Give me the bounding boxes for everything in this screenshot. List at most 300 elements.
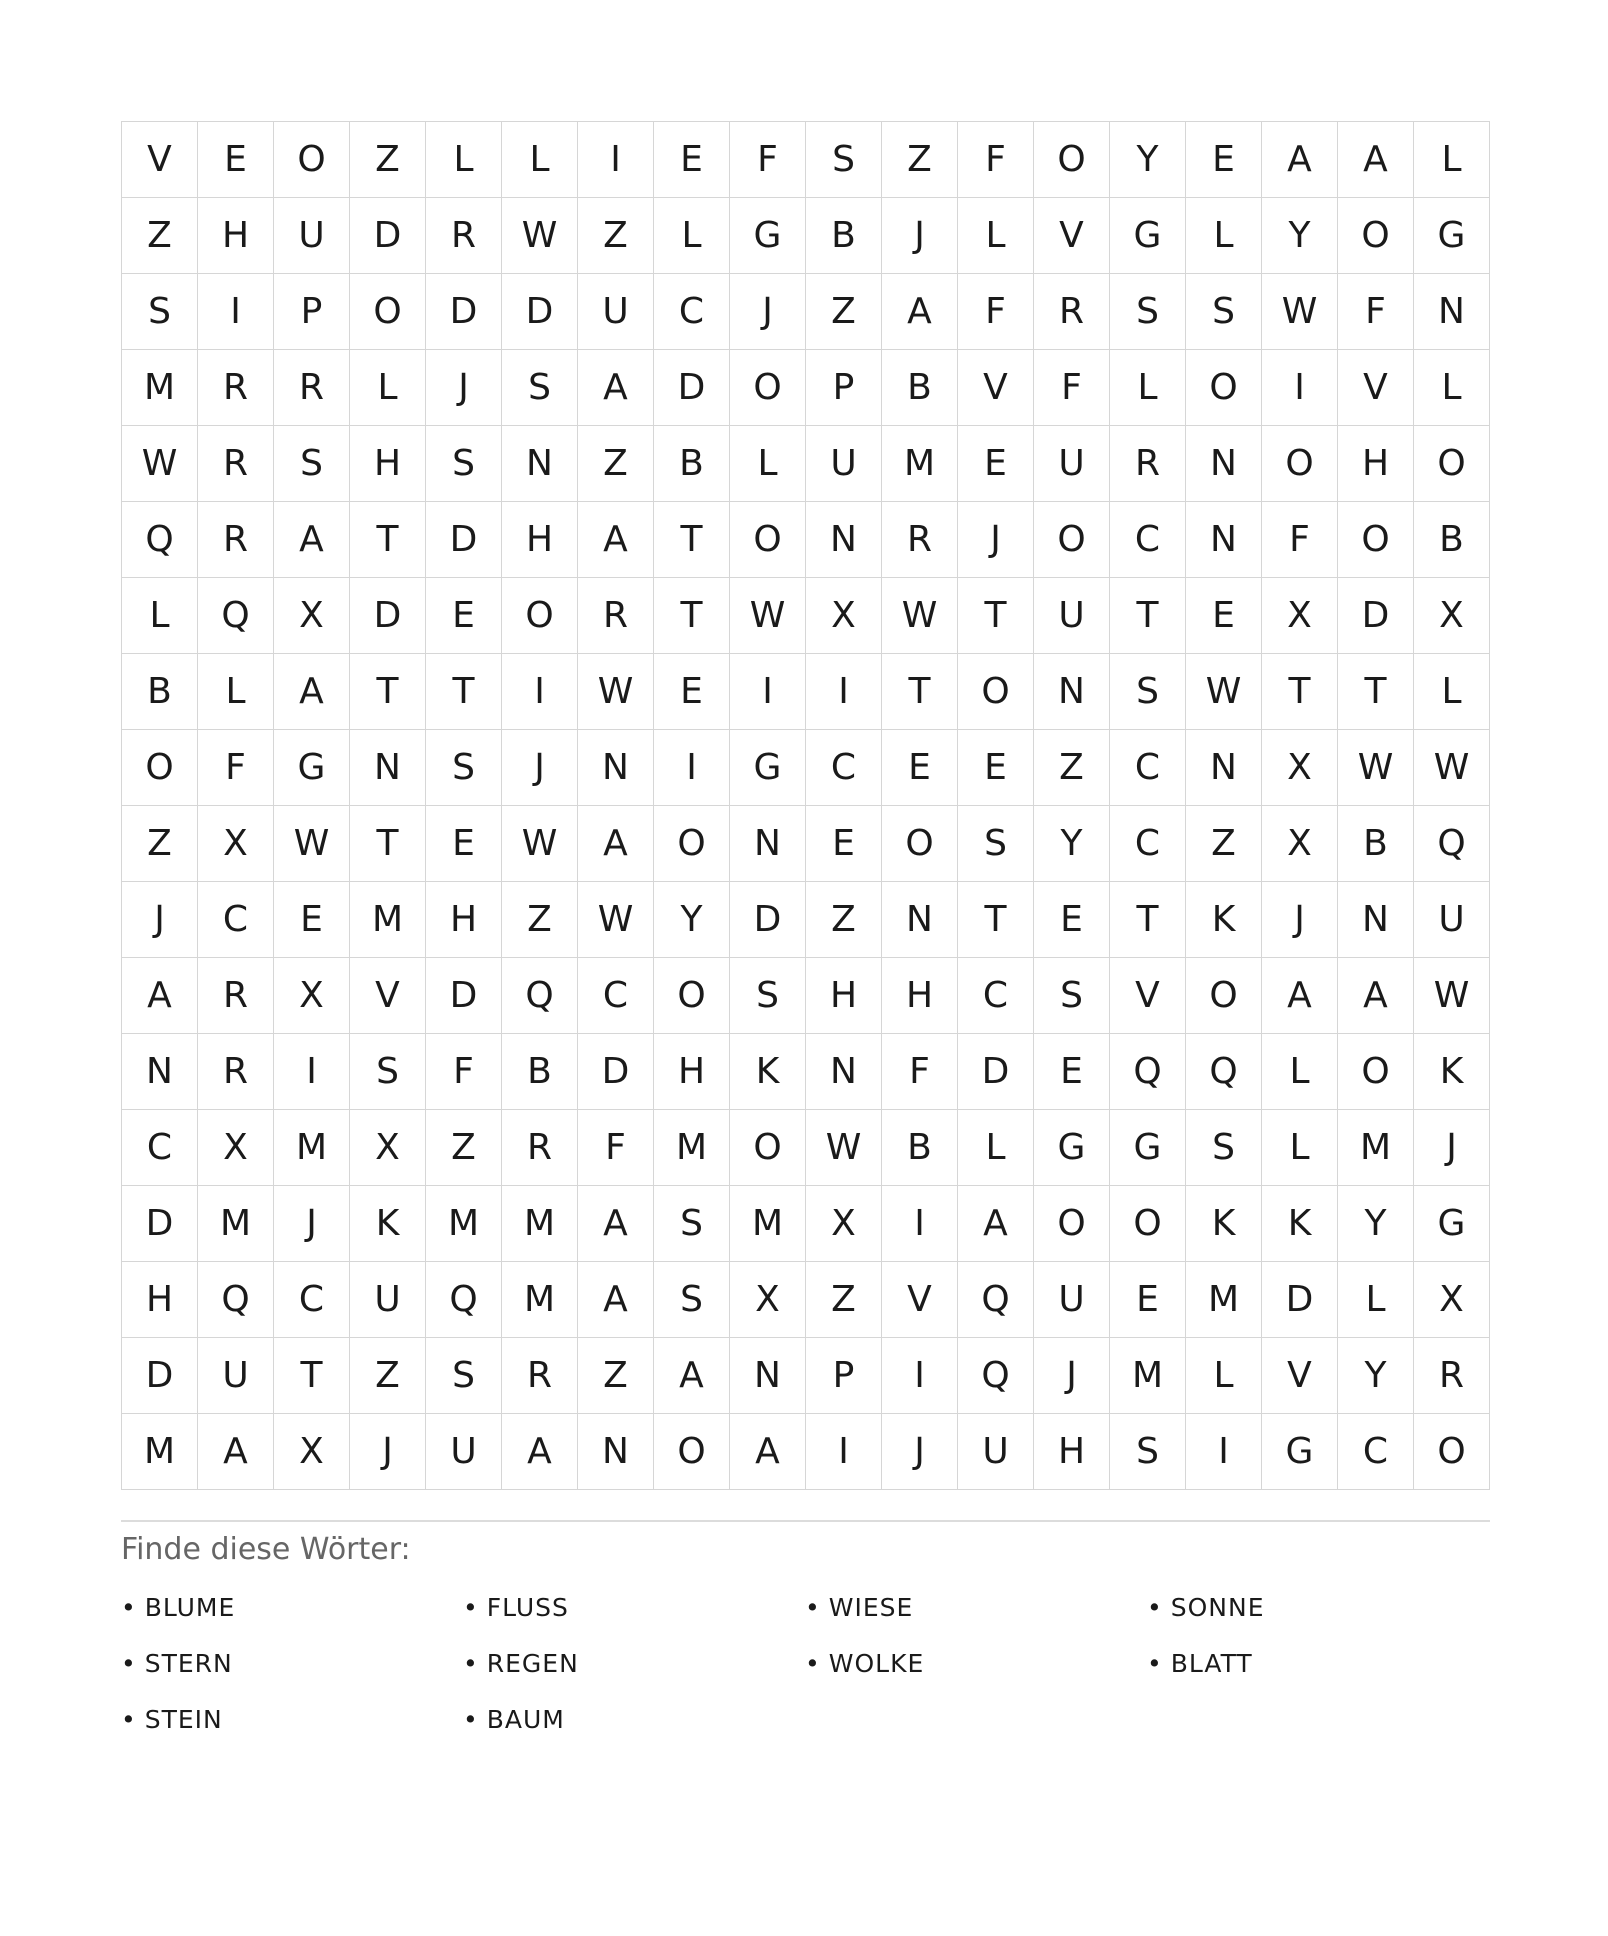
grid-cell[interactable]: X: [274, 958, 350, 1034]
grid-cell[interactable]: X: [730, 1262, 806, 1338]
grid-cell[interactable]: B: [806, 198, 882, 274]
grid-cell[interactable]: L: [1262, 1034, 1338, 1110]
grid-cell[interactable]: E: [654, 654, 730, 730]
grid-cell[interactable]: O: [1034, 502, 1110, 578]
grid-cell[interactable]: H: [350, 426, 426, 502]
grid-cell[interactable]: Z: [122, 806, 198, 882]
grid-cell[interactable]: G: [1110, 198, 1186, 274]
grid-cell[interactable]: O: [730, 1110, 806, 1186]
grid-cell[interactable]: E: [426, 578, 502, 654]
grid-cell[interactable]: H: [1338, 426, 1414, 502]
grid-cell[interactable]: Q: [198, 1262, 274, 1338]
grid-cell[interactable]: A: [122, 958, 198, 1034]
grid-cell[interactable]: N: [578, 730, 654, 806]
grid-cell[interactable]: A: [274, 502, 350, 578]
grid-cell[interactable]: T: [274, 1338, 350, 1414]
grid-cell[interactable]: N: [1186, 730, 1262, 806]
grid-cell[interactable]: W: [502, 198, 578, 274]
grid-cell[interactable]: Z: [350, 1338, 426, 1414]
grid-cell[interactable]: J: [1034, 1338, 1110, 1414]
grid-cell[interactable]: R: [198, 502, 274, 578]
grid-cell[interactable]: D: [426, 958, 502, 1034]
grid-cell[interactable]: S: [1110, 1414, 1186, 1490]
grid-cell[interactable]: O: [1034, 1186, 1110, 1262]
grid-cell[interactable]: E: [1110, 1262, 1186, 1338]
grid-cell[interactable]: N: [1186, 426, 1262, 502]
grid-cell[interactable]: U: [198, 1338, 274, 1414]
grid-cell[interactable]: C: [1110, 730, 1186, 806]
grid-cell[interactable]: Q: [502, 958, 578, 1034]
grid-cell[interactable]: S: [654, 1262, 730, 1338]
grid-cell[interactable]: I: [730, 654, 806, 730]
grid-cell[interactable]: V: [882, 1262, 958, 1338]
grid-cell[interactable]: F: [198, 730, 274, 806]
grid-cell[interactable]: C: [1338, 1414, 1414, 1490]
grid-cell[interactable]: U: [1034, 578, 1110, 654]
grid-cell[interactable]: S: [1110, 654, 1186, 730]
grid-cell[interactable]: U: [1034, 1262, 1110, 1338]
grid-cell[interactable]: D: [578, 1034, 654, 1110]
grid-cell[interactable]: Z: [578, 1338, 654, 1414]
grid-cell[interactable]: B: [502, 1034, 578, 1110]
grid-cell[interactable]: B: [654, 426, 730, 502]
grid-cell[interactable]: F: [730, 122, 806, 198]
grid-cell[interactable]: N: [730, 806, 806, 882]
grid-cell[interactable]: B: [882, 350, 958, 426]
grid-cell[interactable]: C: [274, 1262, 350, 1338]
grid-cell[interactable]: M: [1338, 1110, 1414, 1186]
grid-cell[interactable]: U: [578, 274, 654, 350]
grid-cell[interactable]: T: [1110, 578, 1186, 654]
grid-cell[interactable]: X: [274, 578, 350, 654]
grid-cell[interactable]: Y: [1262, 198, 1338, 274]
grid-cell[interactable]: C: [578, 958, 654, 1034]
grid-cell[interactable]: D: [730, 882, 806, 958]
grid-cell[interactable]: O: [654, 958, 730, 1034]
grid-cell[interactable]: A: [1338, 122, 1414, 198]
grid-cell[interactable]: Y: [1338, 1338, 1414, 1414]
grid-cell[interactable]: S: [1110, 274, 1186, 350]
grid-cell[interactable]: F: [1034, 350, 1110, 426]
grid-cell[interactable]: Q: [958, 1262, 1034, 1338]
grid-cell[interactable]: R: [1110, 426, 1186, 502]
grid-cell[interactable]: U: [350, 1262, 426, 1338]
grid-cell[interactable]: R: [502, 1338, 578, 1414]
grid-cell[interactable]: J: [882, 198, 958, 274]
grid-cell[interactable]: S: [806, 122, 882, 198]
grid-cell[interactable]: D: [1262, 1262, 1338, 1338]
grid-cell[interactable]: T: [882, 654, 958, 730]
grid-cell[interactable]: O: [1414, 426, 1490, 502]
grid-cell[interactable]: C: [122, 1110, 198, 1186]
grid-cell[interactable]: T: [1338, 654, 1414, 730]
grid-cell[interactable]: R: [198, 958, 274, 1034]
grid-cell[interactable]: O: [350, 274, 426, 350]
grid-cell[interactable]: U: [274, 198, 350, 274]
grid-cell[interactable]: H: [654, 1034, 730, 1110]
grid-cell[interactable]: I: [806, 1414, 882, 1490]
grid-cell[interactable]: Z: [502, 882, 578, 958]
grid-cell[interactable]: Z: [1034, 730, 1110, 806]
grid-cell[interactable]: V: [1034, 198, 1110, 274]
grid-cell[interactable]: D: [654, 350, 730, 426]
grid-cell[interactable]: T: [350, 502, 426, 578]
grid-cell[interactable]: R: [426, 198, 502, 274]
grid-cell[interactable]: M: [1110, 1338, 1186, 1414]
grid-cell[interactable]: O: [654, 1414, 730, 1490]
grid-cell[interactable]: N: [1034, 654, 1110, 730]
grid-cell[interactable]: L: [1262, 1110, 1338, 1186]
grid-cell[interactable]: Q: [198, 578, 274, 654]
grid-cell[interactable]: C: [1110, 806, 1186, 882]
grid-cell[interactable]: O: [1338, 502, 1414, 578]
grid-cell[interactable]: A: [654, 1338, 730, 1414]
grid-cell[interactable]: T: [958, 882, 1034, 958]
grid-cell[interactable]: W: [1186, 654, 1262, 730]
grid-cell[interactable]: O: [1414, 1414, 1490, 1490]
grid-cell[interactable]: H: [806, 958, 882, 1034]
grid-cell[interactable]: O: [654, 806, 730, 882]
grid-cell[interactable]: E: [198, 122, 274, 198]
grid-cell[interactable]: U: [1034, 426, 1110, 502]
grid-cell[interactable]: S: [1034, 958, 1110, 1034]
grid-cell[interactable]: A: [730, 1414, 806, 1490]
grid-cell[interactable]: L: [122, 578, 198, 654]
grid-cell[interactable]: B: [882, 1110, 958, 1186]
grid-cell[interactable]: R: [502, 1110, 578, 1186]
grid-cell[interactable]: I: [198, 274, 274, 350]
grid-cell[interactable]: L: [730, 426, 806, 502]
grid-cell[interactable]: W: [1414, 730, 1490, 806]
grid-cell[interactable]: X: [1262, 730, 1338, 806]
grid-cell[interactable]: T: [426, 654, 502, 730]
grid-cell[interactable]: D: [350, 578, 426, 654]
grid-cell[interactable]: F: [958, 274, 1034, 350]
grid-cell[interactable]: M: [730, 1186, 806, 1262]
grid-cell[interactable]: I: [882, 1186, 958, 1262]
grid-cell[interactable]: E: [958, 426, 1034, 502]
grid-cell[interactable]: Z: [122, 198, 198, 274]
grid-cell[interactable]: O: [1338, 1034, 1414, 1110]
grid-cell[interactable]: T: [654, 578, 730, 654]
grid-cell[interactable]: E: [274, 882, 350, 958]
grid-cell[interactable]: Y: [654, 882, 730, 958]
grid-cell[interactable]: G: [1414, 1186, 1490, 1262]
grid-cell[interactable]: N: [806, 1034, 882, 1110]
grid-cell[interactable]: C: [198, 882, 274, 958]
grid-cell[interactable]: J: [958, 502, 1034, 578]
grid-cell[interactable]: N: [730, 1338, 806, 1414]
grid-cell[interactable]: A: [1262, 122, 1338, 198]
grid-cell[interactable]: L: [350, 350, 426, 426]
grid-cell[interactable]: Z: [426, 1110, 502, 1186]
grid-cell[interactable]: J: [882, 1414, 958, 1490]
grid-cell[interactable]: A: [578, 502, 654, 578]
grid-cell[interactable]: I: [274, 1034, 350, 1110]
grid-cell[interactable]: S: [122, 274, 198, 350]
grid-cell[interactable]: P: [274, 274, 350, 350]
grid-cell[interactable]: J: [274, 1186, 350, 1262]
grid-cell[interactable]: K: [1262, 1186, 1338, 1262]
grid-cell[interactable]: N: [1338, 882, 1414, 958]
grid-cell[interactable]: H: [1034, 1414, 1110, 1490]
grid-cell[interactable]: I: [578, 122, 654, 198]
grid-cell[interactable]: S: [730, 958, 806, 1034]
grid-cell[interactable]: F: [578, 1110, 654, 1186]
grid-cell[interactable]: E: [1186, 578, 1262, 654]
grid-cell[interactable]: E: [958, 730, 1034, 806]
grid-cell[interactable]: F: [882, 1034, 958, 1110]
grid-cell[interactable]: Q: [122, 502, 198, 578]
grid-cell[interactable]: Q: [1186, 1034, 1262, 1110]
grid-cell[interactable]: O: [730, 502, 806, 578]
grid-cell[interactable]: Q: [426, 1262, 502, 1338]
grid-cell[interactable]: O: [958, 654, 1034, 730]
grid-cell[interactable]: X: [1414, 1262, 1490, 1338]
grid-cell[interactable]: F: [1262, 502, 1338, 578]
grid-cell[interactable]: J: [502, 730, 578, 806]
grid-cell[interactable]: M: [502, 1186, 578, 1262]
grid-cell[interactable]: W: [882, 578, 958, 654]
grid-cell[interactable]: V: [350, 958, 426, 1034]
grid-cell[interactable]: O: [1034, 122, 1110, 198]
grid-cell[interactable]: U: [1414, 882, 1490, 958]
grid-cell[interactable]: G: [730, 198, 806, 274]
grid-cell[interactable]: X: [1414, 578, 1490, 654]
grid-cell[interactable]: X: [274, 1414, 350, 1490]
grid-cell[interactable]: P: [806, 1338, 882, 1414]
grid-cell[interactable]: N: [502, 426, 578, 502]
grid-cell[interactable]: O: [1110, 1186, 1186, 1262]
grid-cell[interactable]: A: [882, 274, 958, 350]
grid-cell[interactable]: Q: [1110, 1034, 1186, 1110]
grid-cell[interactable]: I: [1262, 350, 1338, 426]
grid-cell[interactable]: R: [198, 1034, 274, 1110]
grid-cell[interactable]: J: [350, 1414, 426, 1490]
grid-cell[interactable]: L: [426, 122, 502, 198]
grid-cell[interactable]: Z: [806, 882, 882, 958]
grid-cell[interactable]: M: [502, 1262, 578, 1338]
grid-cell[interactable]: Z: [806, 274, 882, 350]
grid-cell[interactable]: X: [1262, 578, 1338, 654]
grid-cell[interactable]: S: [1186, 274, 1262, 350]
grid-cell[interactable]: G: [730, 730, 806, 806]
grid-cell[interactable]: D: [502, 274, 578, 350]
grid-cell[interactable]: C: [1110, 502, 1186, 578]
grid-cell[interactable]: S: [426, 1338, 502, 1414]
grid-cell[interactable]: C: [806, 730, 882, 806]
grid-cell[interactable]: H: [426, 882, 502, 958]
grid-cell[interactable]: A: [578, 1262, 654, 1338]
grid-cell[interactable]: F: [958, 122, 1034, 198]
grid-cell[interactable]: L: [502, 122, 578, 198]
grid-cell[interactable]: R: [274, 350, 350, 426]
grid-cell[interactable]: C: [654, 274, 730, 350]
grid-cell[interactable]: M: [1186, 1262, 1262, 1338]
grid-cell[interactable]: A: [1338, 958, 1414, 1034]
grid-cell[interactable]: X: [806, 578, 882, 654]
grid-cell[interactable]: J: [730, 274, 806, 350]
grid-cell[interactable]: I: [502, 654, 578, 730]
grid-cell[interactable]: Z: [806, 1262, 882, 1338]
grid-cell[interactable]: S: [426, 730, 502, 806]
grid-cell[interactable]: W: [578, 882, 654, 958]
grid-cell[interactable]: X: [198, 1110, 274, 1186]
grid-cell[interactable]: E: [882, 730, 958, 806]
grid-cell[interactable]: S: [426, 426, 502, 502]
grid-cell[interactable]: G: [1110, 1110, 1186, 1186]
grid-cell[interactable]: U: [426, 1414, 502, 1490]
grid-cell[interactable]: Q: [958, 1338, 1034, 1414]
grid-cell[interactable]: A: [578, 806, 654, 882]
grid-cell[interactable]: A: [578, 350, 654, 426]
grid-cell[interactable]: O: [502, 578, 578, 654]
grid-cell[interactable]: T: [350, 654, 426, 730]
grid-cell[interactable]: T: [654, 502, 730, 578]
grid-cell[interactable]: U: [806, 426, 882, 502]
grid-cell[interactable]: Y: [1338, 1186, 1414, 1262]
grid-cell[interactable]: V: [1262, 1338, 1338, 1414]
grid-cell[interactable]: F: [426, 1034, 502, 1110]
grid-cell[interactable]: E: [1186, 122, 1262, 198]
grid-cell[interactable]: X: [198, 806, 274, 882]
grid-cell[interactable]: S: [1186, 1110, 1262, 1186]
grid-cell[interactable]: K: [1186, 882, 1262, 958]
grid-cell[interactable]: E: [806, 806, 882, 882]
grid-cell[interactable]: K: [730, 1034, 806, 1110]
grid-cell[interactable]: D: [122, 1338, 198, 1414]
grid-cell[interactable]: L: [654, 198, 730, 274]
grid-cell[interactable]: L: [1110, 350, 1186, 426]
grid-cell[interactable]: G: [1414, 198, 1490, 274]
grid-cell[interactable]: L: [958, 198, 1034, 274]
grid-cell[interactable]: I: [882, 1338, 958, 1414]
grid-cell[interactable]: F: [1338, 274, 1414, 350]
grid-cell[interactable]: A: [274, 654, 350, 730]
grid-cell[interactable]: W: [502, 806, 578, 882]
grid-cell[interactable]: S: [654, 1186, 730, 1262]
grid-cell[interactable]: M: [426, 1186, 502, 1262]
grid-cell[interactable]: W: [806, 1110, 882, 1186]
grid-cell[interactable]: Z: [578, 198, 654, 274]
grid-cell[interactable]: B: [122, 654, 198, 730]
grid-cell[interactable]: L: [1338, 1262, 1414, 1338]
grid-cell[interactable]: K: [1414, 1034, 1490, 1110]
grid-cell[interactable]: N: [1186, 502, 1262, 578]
grid-cell[interactable]: I: [654, 730, 730, 806]
grid-cell[interactable]: O: [1186, 350, 1262, 426]
grid-cell[interactable]: R: [578, 578, 654, 654]
grid-cell[interactable]: S: [274, 426, 350, 502]
grid-cell[interactable]: E: [1034, 1034, 1110, 1110]
grid-cell[interactable]: Z: [1186, 806, 1262, 882]
grid-cell[interactable]: M: [122, 350, 198, 426]
grid-cell[interactable]: D: [426, 502, 502, 578]
grid-cell[interactable]: A: [578, 1186, 654, 1262]
grid-cell[interactable]: O: [1262, 426, 1338, 502]
grid-cell[interactable]: U: [958, 1414, 1034, 1490]
grid-cell[interactable]: L: [1414, 654, 1490, 730]
grid-cell[interactable]: N: [806, 502, 882, 578]
grid-cell[interactable]: R: [198, 350, 274, 426]
grid-cell[interactable]: M: [882, 426, 958, 502]
grid-cell[interactable]: W: [274, 806, 350, 882]
grid-cell[interactable]: T: [1262, 654, 1338, 730]
grid-cell[interactable]: T: [958, 578, 1034, 654]
grid-cell[interactable]: V: [958, 350, 1034, 426]
grid-cell[interactable]: M: [350, 882, 426, 958]
grid-cell[interactable]: B: [1414, 502, 1490, 578]
grid-cell[interactable]: R: [198, 426, 274, 502]
grid-cell[interactable]: P: [806, 350, 882, 426]
grid-cell[interactable]: Q: [1414, 806, 1490, 882]
grid-cell[interactable]: O: [882, 806, 958, 882]
grid-cell[interactable]: R: [1414, 1338, 1490, 1414]
grid-cell[interactable]: G: [1262, 1414, 1338, 1490]
grid-cell[interactable]: E: [654, 122, 730, 198]
grid-cell[interactable]: D: [426, 274, 502, 350]
grid-cell[interactable]: H: [122, 1262, 198, 1338]
grid-cell[interactable]: M: [122, 1414, 198, 1490]
grid-cell[interactable]: O: [122, 730, 198, 806]
grid-cell[interactable]: M: [274, 1110, 350, 1186]
grid-cell[interactable]: I: [1186, 1414, 1262, 1490]
grid-cell[interactable]: V: [1110, 958, 1186, 1034]
grid-cell[interactable]: H: [198, 198, 274, 274]
grid-cell[interactable]: O: [730, 350, 806, 426]
grid-cell[interactable]: J: [426, 350, 502, 426]
grid-cell[interactable]: S: [350, 1034, 426, 1110]
grid-cell[interactable]: V: [1338, 350, 1414, 426]
grid-cell[interactable]: S: [958, 806, 1034, 882]
grid-cell[interactable]: L: [1186, 1338, 1262, 1414]
grid-cell[interactable]: W: [1262, 274, 1338, 350]
grid-cell[interactable]: J: [122, 882, 198, 958]
grid-cell[interactable]: D: [958, 1034, 1034, 1110]
grid-cell[interactable]: X: [806, 1186, 882, 1262]
grid-cell[interactable]: A: [958, 1186, 1034, 1262]
grid-cell[interactable]: O: [1186, 958, 1262, 1034]
grid-cell[interactable]: D: [122, 1186, 198, 1262]
grid-cell[interactable]: A: [1262, 958, 1338, 1034]
grid-cell[interactable]: H: [882, 958, 958, 1034]
grid-cell[interactable]: E: [1034, 882, 1110, 958]
grid-cell[interactable]: W: [578, 654, 654, 730]
grid-cell[interactable]: Z: [882, 122, 958, 198]
grid-cell[interactable]: Y: [1034, 806, 1110, 882]
grid-cell[interactable]: N: [350, 730, 426, 806]
grid-cell[interactable]: K: [350, 1186, 426, 1262]
grid-cell[interactable]: I: [806, 654, 882, 730]
grid-cell[interactable]: N: [1414, 274, 1490, 350]
grid-cell[interactable]: Y: [1110, 122, 1186, 198]
grid-cell[interactable]: L: [1414, 122, 1490, 198]
grid-cell[interactable]: R: [882, 502, 958, 578]
grid-cell[interactable]: N: [882, 882, 958, 958]
grid-cell[interactable]: D: [1338, 578, 1414, 654]
grid-cell[interactable]: L: [1186, 198, 1262, 274]
grid-cell[interactable]: B: [1338, 806, 1414, 882]
grid-cell[interactable]: W: [1414, 958, 1490, 1034]
grid-cell[interactable]: O: [274, 122, 350, 198]
grid-cell[interactable]: T: [1110, 882, 1186, 958]
grid-cell[interactable]: V: [122, 122, 198, 198]
grid-cell[interactable]: G: [1034, 1110, 1110, 1186]
grid-cell[interactable]: C: [958, 958, 1034, 1034]
grid-cell[interactable]: A: [198, 1414, 274, 1490]
grid-cell[interactable]: T: [350, 806, 426, 882]
grid-cell[interactable]: K: [1186, 1186, 1262, 1262]
